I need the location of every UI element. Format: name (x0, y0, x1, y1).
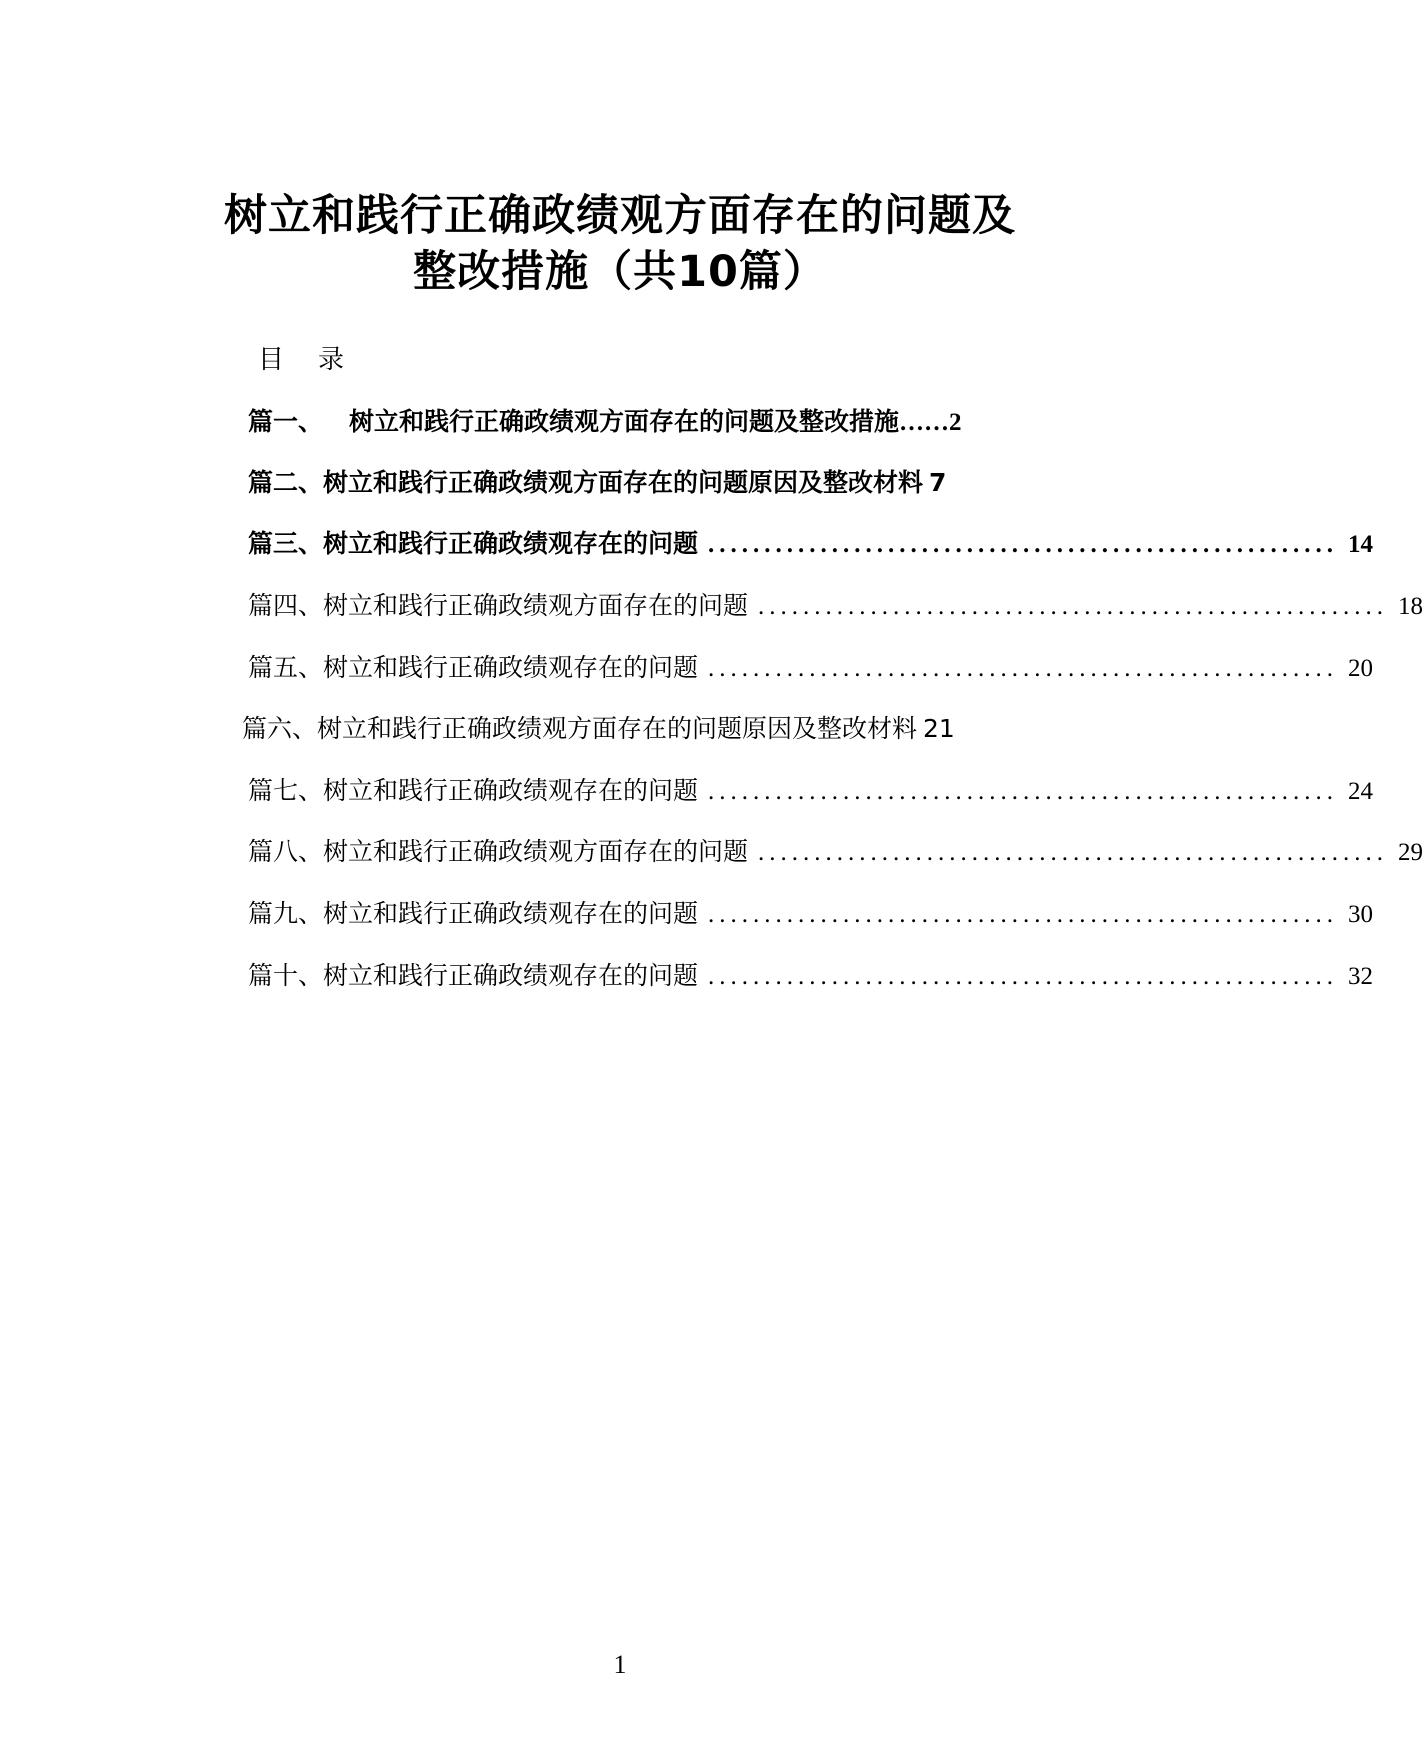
toc-entry-3[interactable] (248, 524, 1374, 564)
toc-entry-page: 14 (1348, 531, 1374, 558)
toc-entry-dot-leader: ........................................................ (758, 593, 1389, 620)
toc-entry-label: 篇二、 (248, 468, 324, 497)
toc-entry-label: 篇一、 (248, 407, 324, 436)
toc-entry-label: 篇五、 (248, 653, 324, 682)
toc-entry-label: 篇九、 (248, 899, 324, 928)
toc-entry-9[interactable] (248, 894, 1374, 934)
toc-entry-title: 树立和践行正确政绩观存在的问题 (323, 776, 699, 805)
toc-entry-5[interactable] (248, 648, 1374, 688)
toc-entry-title: 树立和践行正确政绩观存在的问题 (323, 529, 699, 558)
toc-entry-label: 篇三、 (248, 529, 324, 558)
toc-entry-label: 篇六、 (242, 714, 318, 743)
toc-entry-leader: …… (899, 409, 950, 436)
toc-entry-page: 29 (1398, 839, 1423, 866)
toc-entry-page: 24 (1348, 778, 1374, 805)
toc-entry-2[interactable] (248, 463, 1044, 503)
toc-entry-title: 树立和践行正确政绩观存在的问题 (323, 653, 699, 682)
toc-entry-title: 树立和践行正确政绩观方面存在的问题原因及整改材料 (317, 714, 918, 743)
toc-entry-label: 篇四、 (248, 591, 324, 620)
toc-entry-page: 7 (929, 468, 947, 497)
document-title-line-2: 整改措施（共10篇） (413, 247, 827, 297)
toc-entry-page: 20 (1348, 655, 1374, 682)
toc-entry-label: 篇八、 (248, 837, 324, 866)
toc-entry-6[interactable] (242, 709, 1072, 749)
toc-entry-dot-leader: ........................................................ (758, 839, 1389, 866)
toc-heading (258, 344, 344, 376)
page-number: 1 (613, 1650, 627, 1679)
toc-entry-1[interactable] (248, 402, 1044, 442)
toc-heading-char-1: 目 (258, 345, 285, 375)
toc-entry-title: 树立和践行正确政绩观方面存在的问题及整改措施 (349, 407, 900, 436)
toc-entry-dot-leader: ........................................................ (708, 963, 1339, 990)
toc-entry-label: 篇七、 (248, 776, 324, 805)
toc-entry-page: 21 (923, 714, 955, 743)
toc-entry-dot-leader: ........................................................ (708, 655, 1339, 682)
toc-entry-page: 32 (1348, 963, 1374, 990)
toc-entry-page: 18 (1398, 593, 1423, 620)
toc-entry-title: 树立和践行正确政绩观方面存在的问题 (323, 837, 749, 866)
toc-entry-dot-leader: ........................................................ (708, 531, 1339, 558)
toc-entry-4[interactable] (248, 586, 1423, 626)
toc-entry-dot-leader: ........................................................ (708, 901, 1339, 928)
toc-entry-page: 30 (1348, 901, 1374, 928)
toc-entry-8[interactable] (248, 832, 1423, 872)
document-title-line-1: 树立和践行正确政绩观方面存在的问题及 (224, 191, 1016, 241)
toc-entry-page: 2 (949, 409, 962, 436)
toc-entry-title: 树立和践行正确政绩观方面存在的问题原因及整改材料 (323, 468, 924, 497)
toc-entry-title: 树立和践行正确政绩观存在的问题 (323, 899, 699, 928)
toc-entry-7[interactable] (248, 771, 1374, 811)
toc-entry-label: 篇十、 (248, 961, 324, 990)
toc-entry-10[interactable] (248, 956, 1374, 996)
toc-entry-dot-leader: ........................................................ (708, 778, 1339, 805)
toc-entry-title: 树立和践行正确政绩观方面存在的问题 (323, 591, 749, 620)
toc-entry-title: 树立和践行正确政绩观存在的问题 (323, 961, 699, 990)
toc-heading-char-2: 录 (318, 345, 345, 375)
